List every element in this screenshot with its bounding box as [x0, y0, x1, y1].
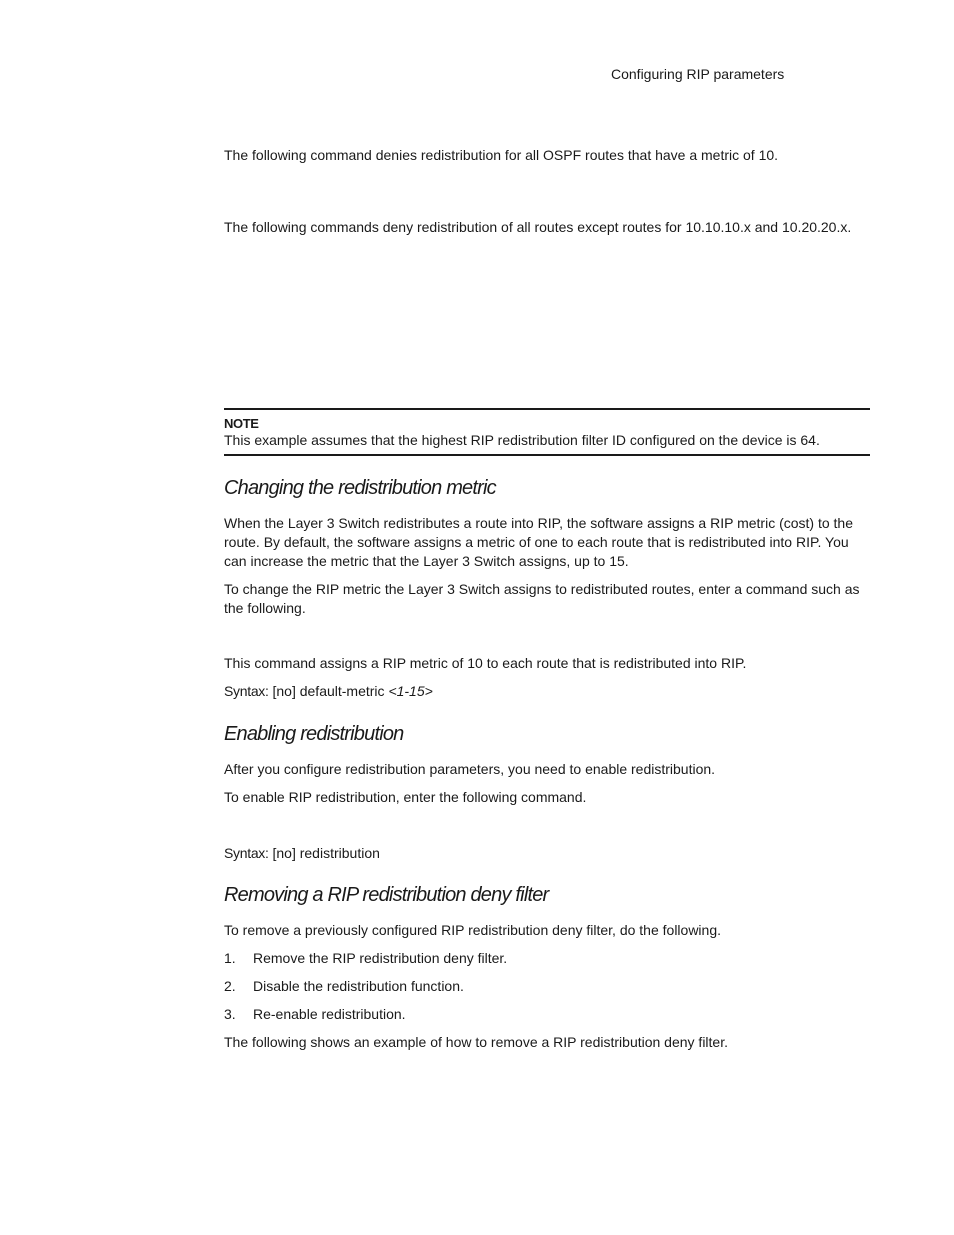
paragraph-deny-except: The following commands deny redistribution of all routes except routes for 10.10.10.x and 10.20.20.x.	[224, 219, 852, 235]
section-title-remove: Removing a RIP redistribution deny filter	[224, 884, 549, 906]
syntax-label: Syntax:	[224, 683, 269, 699]
syntax-optional: [no]	[272, 845, 296, 861]
list-item-text: Remove the RIP redistribution deny filter.	[253, 950, 508, 966]
syntax-command: redistribution	[299, 845, 380, 861]
section-title-metric: Changing the redistribution metric	[224, 477, 496, 499]
syntax-default-metric	[224, 682, 870, 701]
paragraph-metric-intro: When the Layer 3 Switch redistributes a route into RIP, the software assigns a RIP metric (cost) to the route. By default, the software assigns a metric of one to each route that is redistributed into RIP. You can increase the metric that the Layer 3 Switch assigns, up to 15.	[224, 515, 853, 569]
paragraph-remove-intro: To remove a previously configured RIP redistribution deny filter, do the following.	[224, 922, 722, 938]
list-item-text: Disable the redistribution function.	[253, 978, 464, 994]
note-text: This example assumes that the highest RIP redistribution filter ID configured on the device is 64.	[224, 432, 820, 448]
running-head: Configuring RIP parameters	[611, 66, 785, 82]
paragraph-enable-intro: After you configure redistribution parameters, you need to enable redistribution.	[224, 761, 716, 777]
note-label: NOTE	[224, 416, 259, 431]
syntax-argument: <1-15>	[388, 683, 433, 699]
list-item-number: 3.	[224, 1006, 236, 1022]
syntax-redistribution	[224, 844, 870, 863]
syntax-label: Syntax:	[224, 845, 269, 861]
section-title-enable: Enabling redistribution	[224, 723, 404, 745]
list-item	[224, 1005, 870, 1024]
paragraph-ospf-deny: The following command denies redistribution for all OSPF routes that have a metric of 10.	[224, 147, 779, 163]
list-item	[224, 949, 870, 968]
list-item	[224, 977, 870, 996]
syntax-optional: [no]	[272, 683, 296, 699]
list-item-number: 2.	[224, 978, 236, 994]
paragraph-metric-change: To change the RIP metric the Layer 3 Switch assigns to redistributed routes, enter a command such as the following.	[224, 581, 860, 616]
list-item-text: Re-enable redistribution.	[253, 1006, 406, 1022]
paragraph-metric-assigns: This command assigns a RIP metric of 10 to each route that is redistributed into RIP.	[224, 655, 747, 671]
list-item-number: 1.	[224, 950, 236, 966]
note-box	[224, 408, 870, 456]
paragraph-remove-example: The following shows an example of how to remove a RIP redistribution deny filter.	[224, 1034, 728, 1050]
paragraph-enable-command: To enable RIP redistribution, enter the following command.	[224, 789, 587, 805]
syntax-command: default-metric	[299, 683, 385, 699]
